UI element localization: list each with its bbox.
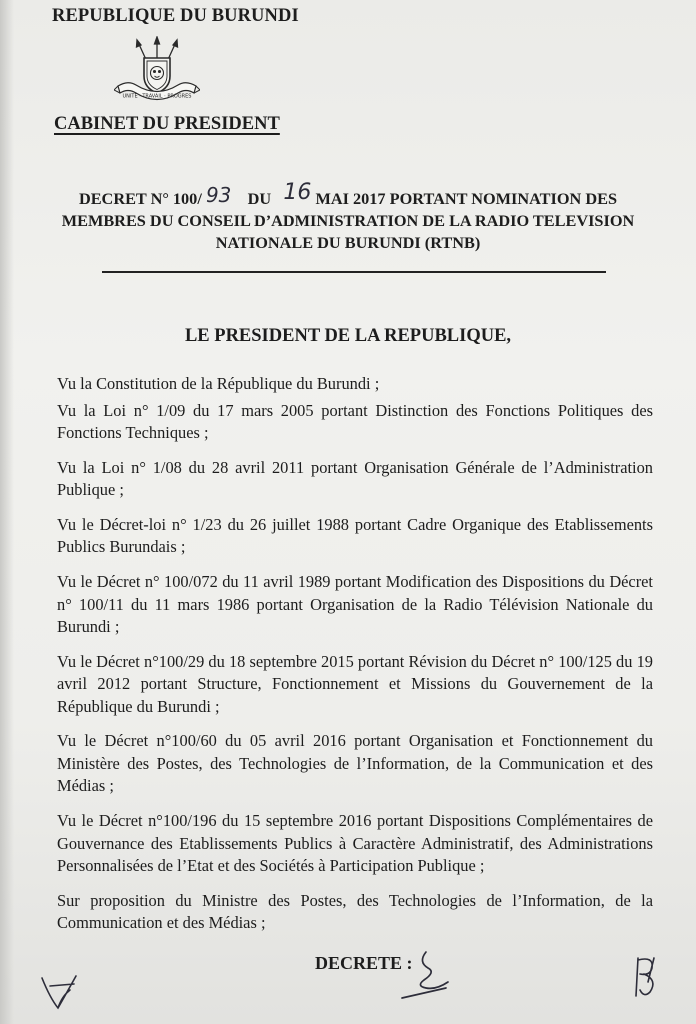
decree-title	[40, 180, 656, 254]
consideration-paragraph: Vu la Loi n° 1/08 du 28 avril 2011 portant Organisation Générale de l’Administration Publique ;	[57, 457, 653, 500]
emblem-motto: UNITE · TRAVAIL · PROGRES	[122, 93, 192, 100]
president-heading: LE PRESIDENT DE LA REPUBLIQUE,	[184, 326, 512, 346]
page-edge-shadow	[0, 0, 14, 1024]
considerations-list	[57, 373, 653, 947]
coat-of-arms-emblem	[114, 36, 200, 106]
handwritten-decree-number: 93	[205, 183, 232, 207]
consideration-paragraph: Sur proposition du Ministre des Postes, des Technologies de l’Information, de la Communication et des Médias ;	[57, 890, 653, 933]
decree-du: DU	[247, 189, 272, 208]
consideration-paragraph: Vu la Constitution de la République du Burundi ;	[57, 374, 380, 393]
decree-title-line-2: MEMBRES DU CONSEIL D’ADMINISTRATION DE LA RADIO TELEVISION	[61, 211, 635, 230]
consideration-paragraph: Vu le Décret n°100/29 du 18 septembre 2015 portant Révision du Décret n° 100/125 du 19 avril 2012 portant Structure, Fonctionnement et Missions du Gouvernement de la République du Burundi ;	[57, 651, 653, 716]
country-heading: REPUBLIQUE DU BURUNDI	[52, 6, 299, 26]
title-separator-line	[102, 271, 606, 273]
consideration-paragraph: Vu le Décret-loi n° 1/23 du 26 juillet 1988 portant Cadre Organique des Etablissements Publics Burundais ;	[57, 514, 653, 557]
decree-title-rest: MAI 2017 PORTANT NOMINATION DES	[315, 189, 618, 208]
decrete-label: DECRETE :	[315, 953, 413, 973]
decree-title-line-1	[40, 180, 656, 210]
consideration-paragraph: Vu le Décret n° 100/072 du 11 avril 1989 portant Modification des Dispositions du Décret n° 100/11 du 11 mars 1986 portant Organisation de la Radio Télévision Nationale du Burundi ;	[57, 572, 653, 637]
consideration-paragraph: Vu le Décret n°100/196 du 15 septembre 2016 portant Dispositions Complémentaires de Gouvernance des Etablissements Publics à Caractère Administratif, des Administrations Personnalisées de l’Etat et des Sociétés à Participation Publique ;	[57, 811, 653, 876]
consideration-paragraph: Vu la Loi n° 1/09 du 17 mars 2005 portant Distinction des Fonctions Politiques des Fonctions Techniques ;	[57, 400, 653, 442]
right-initial-signature	[628, 952, 668, 1002]
cabinet-heading: CABINET DU PRESIDENT	[54, 114, 280, 134]
decree-title-line-3: NATIONALE DU BURUNDI (RTNB)	[215, 233, 481, 252]
handwritten-day: 16	[283, 180, 312, 205]
decree-number-prefix: DECRET N° 100/	[78, 189, 202, 208]
consideration-paragraph: Vu le Décret n°100/60 du 05 avril 2016 portant Organisation et Fonctionnement du Ministère des Postes, des Technologies de l’Information, de la Communication et des Médias ;	[57, 731, 653, 796]
center-signature	[396, 948, 458, 1006]
left-initial-signature	[36, 968, 86, 1016]
